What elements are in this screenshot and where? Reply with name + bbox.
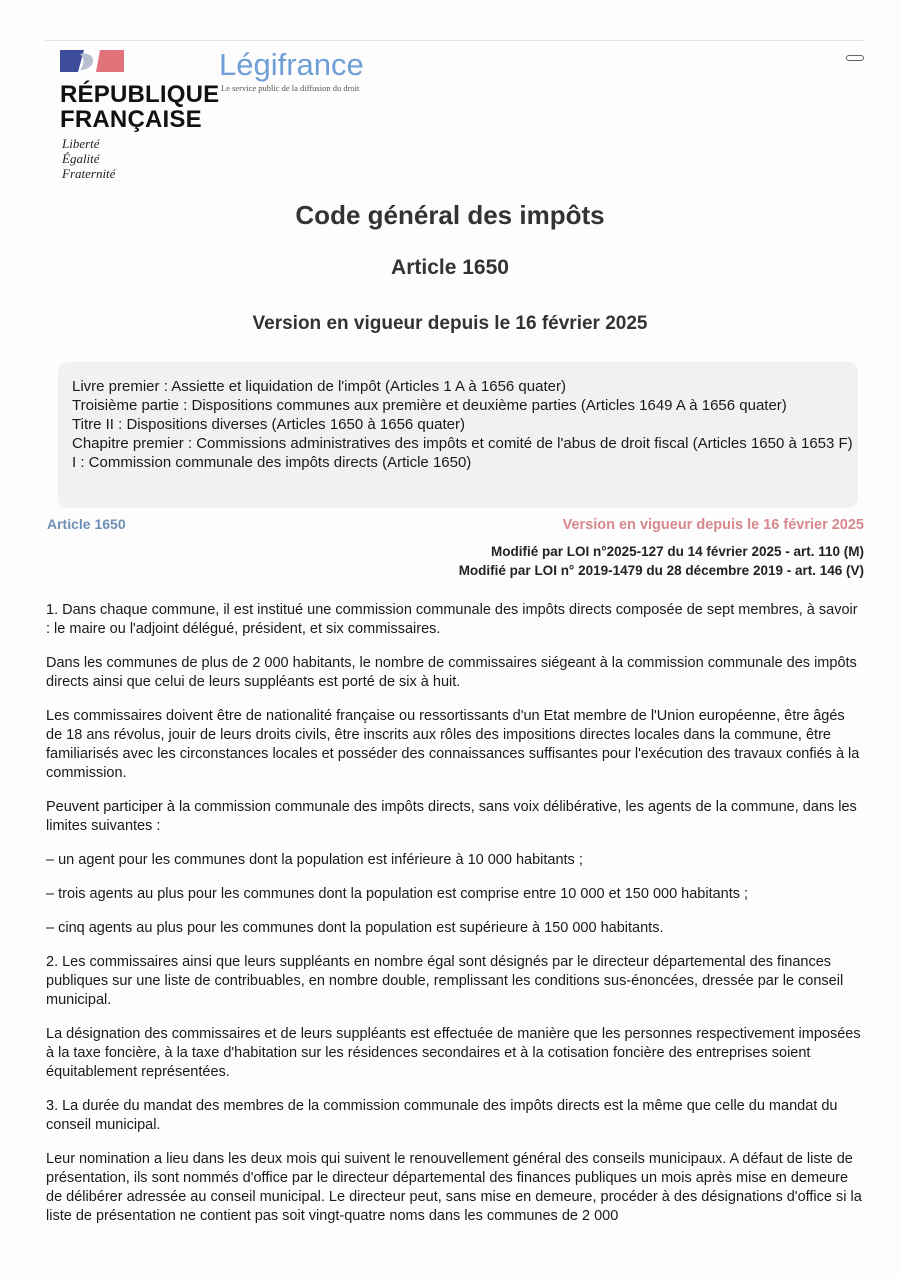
version-title: Version en vigueur depuis le 16 février 2025 <box>252 313 648 334</box>
article-paragraph: 3. La durée du mandat des membres de la commission communale des impôts directs est la même que celle du mandat du conseil municipal. <box>46 1098 838 1133</box>
article-paragraph: 2. Les commissaires ainsi que leurs suppléants en nombre égal sont désignés par le directeur départemental des finances publiques sur une liste de contribuables, en nombre double, remplissant les conditions sus-énoncées, dressée par le conseil municipal. <box>46 954 844 1008</box>
marianne-flag-icon <box>60 50 124 72</box>
modification-links <box>459 543 864 580</box>
republique-francaise-wordmark: RÉPUBLIQUE FRANÇAISE <box>60 81 220 133</box>
article-body <box>46 601 862 1241</box>
article-title: Article 1650 <box>391 256 509 279</box>
modification-link[interactable]: Modifié par LOI n°2025-127 du 14 février 2025 - art. 110 (M) <box>490 544 864 559</box>
article-label: Article 1650 <box>47 516 126 532</box>
legifrance-logo-text[interactable]: Légifrance <box>219 47 364 82</box>
article-paragraph: – cinq agents au plus pour les communes dont la population est supérieure à 150 000 habitants. <box>46 920 664 936</box>
article-paragraph: 1. Dans chaque commune, il est institué une commission communale des impôts directs composée de sept membres, à savoir : le maire ou l'adjoint délégué, président, et six commissaires. <box>46 602 858 637</box>
legifrance-brand[interactable] <box>219 47 364 93</box>
top-divider <box>45 40 865 41</box>
breadcrumb-item-titre[interactable]: Titre II : Dispositions diverses (Articles 1650 à 1656 quater) <box>72 416 465 433</box>
article-paragraph: Peuvent participer à la commission communale des impôts directs, sans voix délibérative, les agents de la commune, dans les limites suivantes : <box>46 799 857 834</box>
modification-link[interactable]: Modifié par LOI n° 2019-1479 du 28 décembre 2019 - art. 146 (V) <box>458 562 864 578</box>
breadcrumb-item-chapitre[interactable]: Chapitre premier : Commissions administratives des impôts et comité de l'abus de droit fiscal (Articles 1650 à 1653 F) <box>72 435 853 452</box>
legifrance-tagline: Le service public de la diffusion du droit <box>221 83 360 93</box>
article-paragraph: Dans les communes de plus de 2 000 habitants, le nombre de commissaires siégeant à la commission communale des impôts directs ainsi que celui de leurs suppléants est porté de six à huit. <box>46 655 857 690</box>
article-paragraph: Leur nomination a lieu dans les deux mois qui suivent le renouvellement général des conseils municipaux. A défaut de liste de présentation, ils sont nommés d'office par le directeur départemental des finances publiques un mois après mise en demeure de délibérer adressée au conseil municipal. Le directeur peut, sans mise en demeure, procéder à des désignations d'office si la liste de présentation ne contient pas soit vingt-quatre noms dans les communes de 2 000 <box>46 1151 862 1224</box>
breadcrumb-item-livre[interactable]: Livre premier : Assiette et liquidation de l'impôt (Articles 1 A à 1656 quater) <box>72 378 566 395</box>
menu-toggle-icon[interactable] <box>846 55 864 61</box>
article-paragraph: La désignation des commissaires et de leurs suppléants est effectuée de manière que les personnes respectivement imposées à la taxe foncière, à la taxe d'habitation sur les résidences secondaires et à la cotisation foncière des entreprises soient équitablement représentées. <box>46 1026 861 1080</box>
breadcrumb-item-section[interactable]: I : Commission communale des impôts directs (Article 1650) <box>72 454 472 471</box>
code-title: Code général des impôts <box>295 200 605 230</box>
motto: Liberté Égalité Fraternité <box>62 136 116 181</box>
breadcrumb <box>72 377 862 472</box>
article-paragraph: – trois agents au plus pour les communes dont la population est comprise entre 10 000 et 150 000 habitants ; <box>46 886 749 902</box>
article-paragraph: Les commissaires doivent être de nationalité française ou ressortissants d'un Etat membre de l'Union européenne, être âgés de 18 ans révolus, jouir de leurs droits civils, être inscrits aux rôles des impositions directes locales dans la commune, être familiarisés avec les circonstances locales et posséder des connaissances suffisantes pour l'exécution des travaux confiés à la commission. <box>46 708 860 781</box>
version-badge: Version en vigueur depuis le 16 février 2025 <box>562 517 864 533</box>
article-paragraph: – un agent pour les communes dont la population est inférieure à 10 000 habitants ; <box>46 852 583 868</box>
breadcrumb-item-partie[interactable]: Troisième partie : Dispositions communes aux première et deuxième parties (Articles 1649 A à 1656 quater) <box>72 397 787 414</box>
